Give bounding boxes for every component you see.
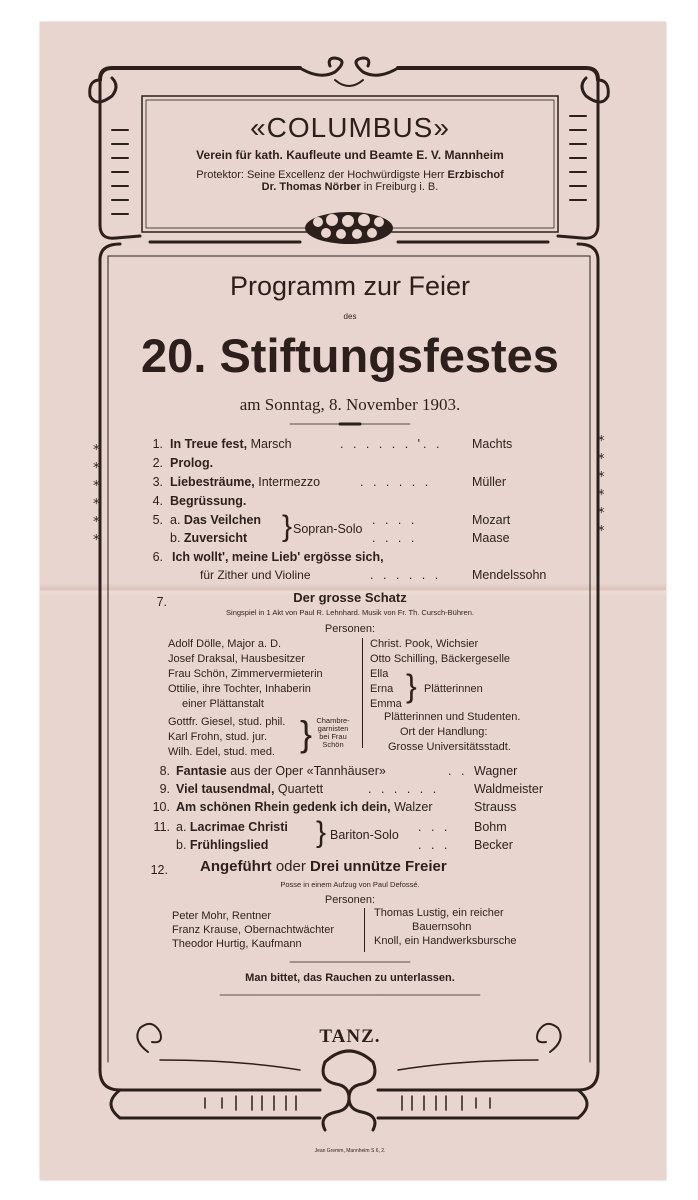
brace-icon: } — [282, 510, 293, 543]
brace-icon: } — [406, 668, 417, 704]
program-item — [172, 550, 384, 564]
composer: Bohm — [474, 820, 507, 834]
item-title: Am schönen Rhein gedenk ich dein, — [176, 800, 391, 814]
program-item — [176, 782, 323, 796]
dot-leader: . . — [448, 764, 468, 778]
svg-text:*: * — [93, 497, 100, 512]
setting-label: Ort der Handlung: — [400, 726, 488, 738]
program-item — [200, 590, 500, 605]
svg-text:*: * — [598, 452, 605, 467]
item-detail: Intermezzo — [254, 475, 321, 489]
svg-text:*: * — [93, 443, 100, 458]
composer: Mendelssohn — [472, 568, 547, 582]
item-title: Frühlingslied — [189, 838, 269, 852]
personen-label: Personen: — [324, 894, 376, 906]
item-title: Begrüssung. — [170, 494, 247, 508]
program-item — [176, 800, 433, 814]
composer: Müller — [472, 475, 507, 489]
item-detail: Singspiel in 1 Akt von Paul R. Lehnhard. Musik von Fr. Th. Cursch-Bühren. — [226, 608, 474, 617]
item-title: Ich wollt', meine Lieb' ergösse sich, — [172, 550, 384, 564]
svg-text:*: * — [598, 524, 605, 539]
sub-label: b. — [176, 838, 187, 852]
composer: Strauss — [474, 800, 517, 814]
dot-leader: . . . — [418, 838, 451, 852]
item-number: 4. — [152, 494, 163, 508]
item-number: 10. — [152, 800, 170, 814]
svg-text:*: * — [93, 461, 100, 476]
item-title: Das Veilchen — [183, 513, 262, 527]
program-item — [170, 494, 246, 508]
svg-text:*: * — [598, 506, 605, 521]
sub-label: a. — [170, 513, 181, 527]
personen-label: Personen: — [324, 623, 376, 635]
cast-member: Theodor Hurtig, Kaufmann — [172, 938, 302, 950]
composer: Mozart — [472, 513, 511, 527]
setting-place: Grosse Universitätsstadt. — [388, 741, 511, 753]
cast-member: Franz Krause, Obernachtwächter — [172, 924, 335, 936]
program-item — [170, 437, 292, 451]
programm-heading: Programm zur Feier — [229, 271, 471, 301]
program-item — [176, 764, 386, 778]
role-group: Plätterinnen — [424, 683, 483, 695]
cast-member: Knoll, ein Handwerksbursche — [374, 935, 517, 947]
chambre-line: Schön — [322, 740, 344, 749]
dot-leader: . . . . . . — [360, 475, 432, 489]
column-divider — [364, 908, 365, 952]
ensemble-note: Plätterinnen und Studenten. — [384, 711, 521, 723]
program-item — [176, 838, 268, 852]
cast-member: einer Plättanstalt — [182, 698, 264, 710]
svg-text:*: * — [93, 533, 100, 548]
item-detail: Posse in einem Aufzug von Paul Defossé. — [280, 880, 420, 889]
event-title: 20. Stiftungsfestes — [141, 329, 559, 382]
cast-member: Frau Schön, Zimmervermieterin — [168, 668, 323, 680]
dot-leader: . . . . . . '. . — [340, 437, 443, 451]
svg-text:*: * — [598, 470, 605, 485]
club-title: «COLUMBUS» — [250, 112, 450, 143]
program-item — [170, 456, 213, 470]
protektor-place: in Freiburg i. B. — [360, 181, 439, 193]
protektor-title: Erzbischof — [447, 169, 504, 181]
item-detail: aus der Oper «Tannhäuser» — [226, 764, 386, 778]
item-title: Zuversicht — [183, 531, 248, 545]
chambre-line: bei Frau — [319, 732, 347, 741]
svg-text:*: * — [93, 479, 100, 494]
chambre-line: Chambre- — [316, 716, 350, 725]
program-item — [200, 858, 447, 875]
program-item — [170, 513, 261, 527]
composer: Maase — [472, 531, 510, 545]
svg-text:*: * — [93, 515, 100, 530]
composer: Becker — [474, 838, 513, 852]
item-title: Viel tausendmal, — [176, 782, 275, 796]
dot-leader: . . . . — [372, 513, 418, 527]
item-title: Prolog. — [170, 456, 214, 470]
protektor-line — [140, 169, 560, 193]
item-detail: für Zither und Violine — [200, 568, 311, 582]
event-date: am Sonntag, 8. November 1903. — [239, 395, 461, 414]
cast-member: Christ. Pook, Wichsier — [370, 638, 479, 650]
item-number: 12. — [150, 863, 168, 877]
item-title: Angeführt — [200, 858, 272, 875]
cast-member: Emma — [370, 698, 402, 710]
chambre-line: garnisten — [317, 724, 349, 733]
item-title: Lacrimae Christi — [189, 820, 288, 834]
item-number: 7. — [156, 595, 167, 609]
cast-member: Ella — [370, 668, 389, 680]
dot-leader: . . . — [418, 820, 451, 834]
svg-text:*: * — [598, 488, 605, 503]
item-number: 6. — [152, 550, 163, 564]
column-divider — [362, 638, 363, 748]
dot-leader: . . . . . . — [370, 568, 442, 582]
item-title: Fantasie — [176, 764, 227, 778]
protektor-name: Dr. Thomas Nörber — [261, 181, 361, 193]
program-item — [170, 475, 320, 489]
voice-type: Bariton-Solo — [330, 828, 399, 842]
voice-type: Sopran-Solo — [293, 522, 363, 536]
composer: Waldmeister — [474, 782, 543, 796]
cast-member: Wilh. Edel, stud. med. — [168, 746, 275, 758]
protektor-prefix: Protektor: Seine Excellenz der Hochwürdigste Herr — [196, 169, 448, 181]
composer: Machts — [472, 437, 513, 451]
cast-member: Otto Schilling, Bäckergeselle — [370, 653, 511, 665]
composer: Wagner — [474, 764, 518, 778]
item-number: 9. — [159, 782, 170, 796]
svg-text:*: * — [598, 434, 605, 449]
cast-member: Bauernsohn — [412, 921, 472, 933]
item-detail: Quartett — [274, 782, 324, 796]
item-detail: oder — [271, 858, 311, 875]
brace-icon: } — [300, 713, 313, 754]
item-detail: Walzer — [390, 800, 433, 814]
cast-member: Josef Draksal, Hausbesitzer — [168, 653, 305, 665]
item-title: In Treue fest, — [170, 437, 248, 451]
cast-member: Gottfr. Giesel, stud. phil. — [168, 716, 286, 728]
dance-heading: TANZ. — [319, 1026, 381, 1047]
cast-member: Ottilie, ihre Tochter, Inhaberin — [168, 683, 311, 695]
item-number: 2. — [152, 456, 163, 470]
cast-member: Erna — [370, 683, 394, 695]
item-number: 5. — [152, 513, 163, 527]
item-title: Liebesträume, — [170, 475, 255, 489]
cast-member: Peter Mohr, Rentner — [172, 910, 272, 922]
sub-label: b. — [170, 531, 181, 545]
dot-leader: . . . . . . — [368, 782, 440, 796]
printer-imprint: Jean Gremm, Mannheim S 6, 2. — [314, 1148, 386, 1154]
des-word: des — [343, 312, 357, 321]
item-title: Der grosse Schatz — [293, 590, 407, 605]
cast-member: Karl Frohn, stud. jur. — [168, 731, 268, 743]
program-item — [176, 820, 288, 834]
item-number: 3. — [152, 475, 163, 489]
item-title: Drei unnütze Freier — [310, 858, 447, 875]
item-number: 8. — [159, 764, 170, 778]
chambre-note — [309, 717, 357, 749]
item-detail: Marsch — [247, 437, 292, 451]
brace-icon: } — [316, 816, 327, 849]
dot-leader: . . . . — [372, 531, 418, 545]
club-subtitle: Verein für kath. Kaufleute und Beamte E. V. Mannheim — [196, 148, 504, 162]
smoking-notice: Man bittet, das Rauchen zu unterlassen. — [245, 972, 455, 984]
program-item — [170, 531, 247, 545]
cast-member: Adolf Dölle, Major a. D. — [168, 638, 282, 650]
cast-member: Thomas Lustig, ein reicher — [374, 907, 504, 919]
sub-label: a. — [176, 820, 187, 834]
item-number: 11. — [153, 820, 170, 834]
item-number: 1. — [152, 437, 163, 451]
